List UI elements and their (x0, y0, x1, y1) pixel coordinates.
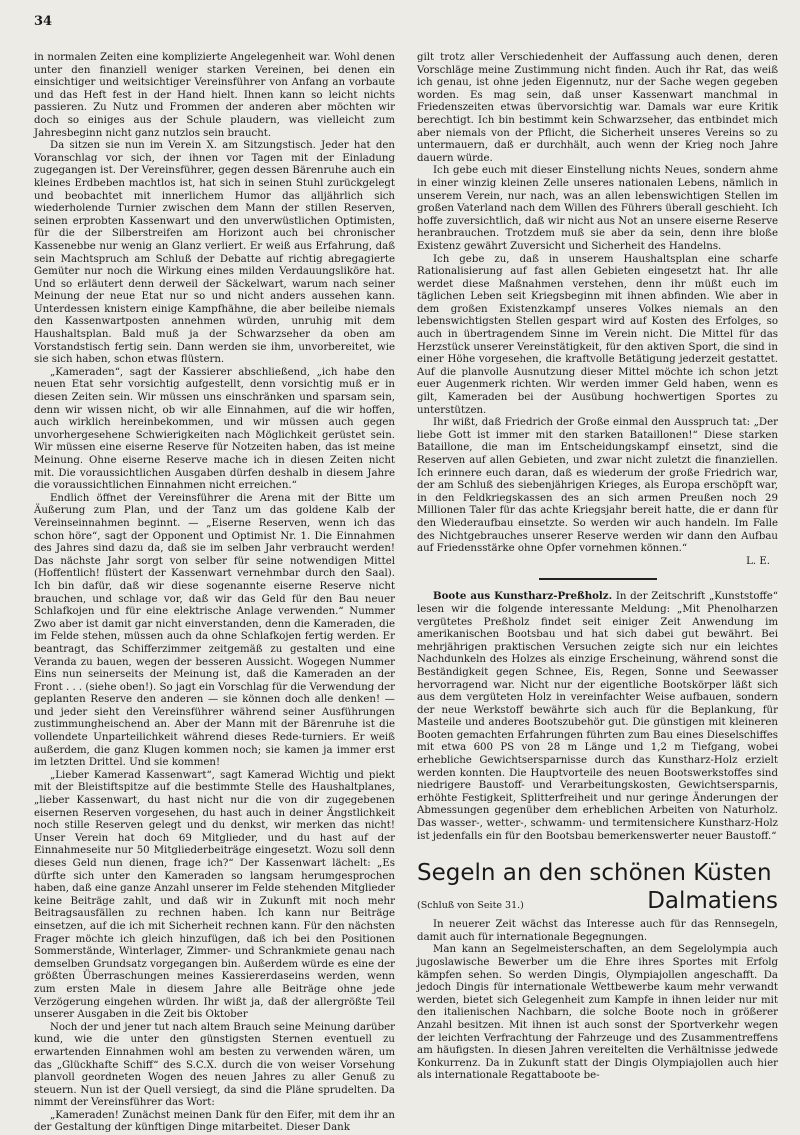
paragraph: In neuerer Zeit wächst das Interesse auch für das Rennsegeln, damit auch für internationale Begegnungen. (417, 919, 778, 943)
article-title-continued: Dalmatiens (647, 888, 778, 915)
two-column-layout (34, 52, 778, 1134)
paragraph: Ich gebe euch mit dieser Einstellung nichts Neues, sondern ahme in einer winzig kleinen Zelle unseres nationalen Lebens, nämlich in unserem Verein, nur nach, was an allen lebenswichtigen Stellen im großen Vaterland nach dem Willen des Führers überall geschieht. Ich hoffe zuversichtlich, daß wir nicht aus Not an unsere eiserne Reserve heranbrauchen. Trotzdem muß sie aber da sein, denn ihre bloße Existenz gewährt Zuversicht und Sicherheit des Handelns. (417, 165, 778, 252)
article-title: Segeln an den schönen Küsten (417, 860, 772, 887)
news-item-text: In der Zeitschrift „Kunststoffe“ lesen wir die folgende interessante Meldung: „Mit Phenolharzen vergütetes Preßholz findet seit einiger Zeit Anwendung im amerikanischen Bootsbau und hat sich dabei gut bewährt. Bei mehrjährigen praktischen Versuchen zeigte sich nur ein leichtes Nachdunkeln des Holzes als einzige Erscheinung, während sonst die Beständigkeit gegen Schnee, Eis, Regen, Sonne und Seewasser hervorragend war. Nicht nur der eigentliche Bootskörper läßt sich aus dem vergüteten Holz in vereinfachter Weise aufbauen, sondern der neue Werkstoff bewährte sich auch für die Beplankung, für Masteile und anderes Bootszubehör gut. Die günstigen mit kleineren Booten gemachten Erfahrungen führten zum Bau eines Dieselschiffes mit etwa 600 PS von 28 m Länge und 1,2 m Tiefgang, wobei erhebliche Gewichtsersparnisse durch das Kunstharz-Holz erzielt werden konnten. Die Hauptvorteile des neuen Bootswerkstoffes sind niedrigere Baustoff- und Verarbeitungskosten, Gewichtsersparnis, erhöhte Festigkeit, Splitterfreiheit und nur geringe Änderungen der Abmessungen gegenüber dem erheblichen Arbeiten von Naturholz. Das wasser-, wetter-, schwamm- und termitensichere Kunstharz-Holz ist jedenfalls ein für den Bootsbau bemerkenswerter neuer Baustoff.“ (417, 591, 778, 842)
right-column (417, 52, 778, 1102)
paragraph: „Lieber Kamerad Kassenwart“, sagt Kamerad Wichtig und piekt mit der Bleistiftspitze auf die bestimmte Stelle des Haushaltplanes, „lieber Kassenwart, du hast nicht nur die von dir zugegebenen eisernen Reserven vorgesehen, du hast auch in deiner Ängstlichkeit noch stille Reserven gelegt und du denkst, wir merken das nicht! Unser Verein hat doch 69 Mitglieder, und du hast auf der Einnahmeseite nur 50 Mitgliederbeiträge eingesetzt. Wozu soll denn dieses Geld nun dienen, frage ich?“ Der Kassenwart lächelt: „Es dürfte sich unter den Kameraden so langsam herumgesprochen haben, daß eine ganze Anzahl unserer im Felde stehenden Mitglieder keine Beiträge zahlt, und daß wir in Zukunft mit noch mehr Beitragsausfällen zu rechnen haben. Ich kann nur Beiträge einsetzen, auf die ich mit Sicherheit rechnen kann. Für den nächsten Frager möchte ich gleich hinzufügen, daß ich bei den Positionen Sommerstände, Winterlager, Zimmer- und Schrankmiete genau nach demselben Grundsatz vorgegangen bin. Außerdem würde es eine der größten Überraschungen meines Kassiererdaseins werden, wenn zum ersten Male in diesem Jahre alle Beiträge ohne jede Verzögerung eingehen würden. Ihr wißt ja, daß der allergrößte Teil unserer Ausgaben in die Zeit bis Oktober (34, 769, 395, 1021)
paragraph: „Kameraden“, sagt der Kassierer abschließend, „ich habe den neuen Etat sehr vorsichtig aufgestellt, denn vorsichtig muß er in diesen Zeiten sein. Wir müssen uns einschränken und sparsam sein, denn wir wissen nicht, ob wir alle Einnahmen, auf die wir hoffen, auch wirklich hereinbekommen, und wir müssen auch gegen unvorhergesehene Schwierigkeiten nach Möglichkeit gerüstet sein. Wir müssen eine eiserne Reserve für Notzeiten haben, das ist meine Meinung. Ohne eiserne Reserve mache ich in diesen Zeiten nicht mit. Die voraussichtlichen Ausgaben dürfen deshalb in diesem Jahre die voraussichtlichen Einnahmen nicht erreichen.“ (34, 366, 395, 492)
continuation-note: (Schluß von Seite 31.) (417, 900, 524, 912)
paragraph: in normalen Zeiten eine komplizierte Angelegenheit war. Wohl denen unter den finanziell weniger starken Vereinen, bei denen ein einsichtiger und weitsichtiger Vereinsführer von Anfang an vorbaute und das Heft fest in der Hand hielt. Ihnen kann so leicht nichts passieren. Zu Nutz und Frommen der anderen aber möchten wir doch so einiges aus der Schule plaudern, was vielleicht zum Jahresbeginn nicht ganz nutzlos sein braucht. (34, 52, 395, 139)
paragraph: Ich gebe zu, daß in unserem Haushaltsplan eine scharfe Rationalisierung auf fast allen Gebieten eingesetzt hat. Ihr alle werdet diese Maßnahmen verstehen, denn ihr müßt euch im täglichen Leben seit Kriegsbeginn mit ihnen abfinden. Wie aber in dem großen Existenzkampf unseres Volkes niemals an den lebenswichtigsten Stellen gespart wird auf Kosten des Erfolges, so auch in übertragendem Sinne im Verein nicht. Die Mittel für das Herzstück unserer Vereinstätigkeit, für den aktiven Sport, die sind in einer Höhe vorgesehen, die kraftvolle Betätigung jederzeit gestattet. Auf die planvolle Ausnutzung dieser Mittel möchte ich schon jetzt euer Augenmerk richten. Wir werden immer Geld haben, wenn es gilt, Kameraden bei der Ausübung hochwertigen Sportes zu unterstützen. (417, 253, 778, 416)
news-item-title: Boote aus Kunstharz-Preßholz. (433, 590, 613, 603)
paragraph: Da sitzen sie nun im Verein X. am Sitzungstisch. Jeder hat den Voranschlag vor sich, der ihnen vor Tagen mit der Einladung zugegangen ist. Der Vereinsführer, gegen dessen Bärenruhe auch ein kleines Erdbeben machtlos ist, hat sich in seinen Stuhl zurückgelegt und beobachtet mit innerlichem Humor das alljährlich sich wiederholende Turnier zwischen dem Mann der stillen Reserven, seinen erprobten Kassenwart und den unverwüstlichen Optimisten, für die der Silberstreifen am Horizont auch bei chronischer Kassenebbe nur wenig an Glanz verliert. Er weiß aus Erfahrung, daß sein Machtspruch am Schluß der Debatte auf richtig abregagierte Gemüter nur noch die Wirkung eines milden Verdauungsliköre hat. Und so erläutert denn derweil der Säckelwart, warum nach seiner Meinung der neue Etat nur so und nicht anders aussehen kann. Unterdessen knistern einige Kampfhähne, die aber beileibe niemals den Kassenwartposten annehmen würden, unruhig mit dem Haushaltsplan. Bald muß ja der Schwarzseher da oben am Vorstandstisch fertig sein. Dann werden sie ihm, unvorbereitet, wie sie sich haben, schon etwas flüstern. (34, 140, 395, 366)
article-title-row (417, 887, 778, 915)
paragraph: gilt trotz aller Verschiedenheit der Auffassung auch denen, deren Vorschläge meine Zustimmung nicht finden. Auch ihr Rat, das weiß ich genau, ist ohne jeden Eigennutz, nur der Sache wegen gegeben worden. Es mag sein, daß unser Kassenwart manchmal in Friedenszeiten etwas übervorsichtig war. Damals war eure Kritik berechtigt. Ich bin bestimmt kein Schwarzseher, das entbindet mich aber niemals von der Pflicht, die Sicherheit unseres Vereins so zu untermauern, daß er durchhält, auch wenn der Krieg noch Jahre dauern würde. (417, 52, 778, 164)
paragraph: „Kameraden! Zunächst meinen Dank für den Eifer, mit dem ihr an der Gestaltung der künftigen Dinge mitarbeitet. Dieser Dank (34, 1109, 395, 1134)
paragraph: Noch der und jener tut nach altem Brauch seine Meinung darüber kund, wie die unter den günstigsten Sternen eventuell zu erwartenden Einnahmen wohl am besten zu verwenden wären, um das „Glückhafte Schiff“ des S.C.X. durch die von weiser Vorsehung planvoll geordneten Wogen des neuen Jahres zu aller Genuß zu steuern. Nun ist der Quell versiegt, da sind die Pläne sprudelten. Da nimmt der Vereinsführer das Wort: (34, 1021, 395, 1109)
left-column (34, 52, 395, 1134)
page-number: 34 (34, 14, 53, 29)
paragraph: Endlich öffnet der Vereinsführer die Arena mit der Bitte um Äußerung zum Plan, und der Tanz um das goldene Kalb der Vereinseinnahmen beginnt. — „Eiserne Reserven, wenn ich das schon höre“, sagt der Opponent und Optimist Nr. 1. Die Einnahmen des Jahres sind dazu da, daß sie im selben Jahr verbraucht werden! Das nächste Jahr sorgt von selber für seine notwendigen Mittel (Hoffentlich! flüstert der Kassenwart vernehmbar durch den Saal). Ich bin dafür, daß wir diese sogenannte eiserne Reserve nicht brauchen, und schlage vor, daß wir das Geld für den Bau neuer Schlafkojen und für eine elektrische Anlage verwenden.“ Nummer Zwo aber ist damit gar nicht einverstanden, denn die Kameraden, die im Felde stehen, müssen auch da ohne Schlafkojen fertig werden. Er beantragt, das Schifferzimmer zeitgemäß zu gestalten und eine Veranda zu bauen, wegen der besseren Aussicht. Wogegen Nummer Eins nun seinerseits der Meinung ist, daß die Kameraden an der Front . . . (siehe oben!). So jagt ein Vorschlag für die Verwendung der geplanten Reserve den anderen — sie können doch alle denken! — und jeder sieht den Vereinsführer während seiner Ausführungen zustimmungheischend an. Aber der Mann mit der Bärenruhe ist die vollendete Unparteilichkeit während dieses Rede-turniers. Er weiß außerdem, die ganz Klugen kommen noch; sie kamen ja immer erst im letzten Drittel. Und sie kommen! (34, 492, 395, 769)
paragraph: Man kann an Segelmeisterschaften, an dem Segelolympia auch jugoslawische Bewerber um die Ehre ihres Sportes mit Erfolg kämpfen sehen. So werden Dingis, Olympiajollen angeschafft. Da jedoch Dingis für internationale Wettbewerbe kaum mehr verwandt werden, bietet sich Gelegenheit zum Kampfe in ihnen leider nur mit den italienischen Nachbarn, die solche Boote noch in größerer Anzahl besitzen. Mit ihnen ist auch sonst der Sportverkehr wegen der leichten Verfrachtung der Fahrzeuge und des Zusammentreffens am häufigsten. In diesen Jahren vereitelten die Verhältnisse jedwede Konkurrenz. Da in Zukunft statt der Dingis Olympiajollen auch hier als internationale Regattaboote be- (417, 944, 778, 1082)
paragraph: Ihr wißt, daß Friedrich der Große einmal den Ausspruch tat: „Der liebe Gott ist immer mit den starken Bataillonen!“ Diese starken Bataillone, die man im Entscheidungskampf einsetzt, sind die Reserven auf allen Gebieten, und zwar nicht zuletzt die finanziellen. Ich erinnere euch daran, daß es wiederum der große Friedrich war, der am Schluß des siebenjährigen Krieges, als Europa erschöpft war, in den Feldkriegskassen des an sich armen Preußen noch 29 Millionen Taler für das achte Kriegsjahr bereit hatte, die er dann für den Wiederaufbau einsetzte. So werden wir auch handeln. Im Falle des Nichtgebrauches unserer Reserve werden wir dann den Aufbau auf Friedensstärke ohne Opfer vornehmen können.“ (417, 417, 778, 555)
news-item (417, 590, 778, 843)
section-divider (539, 578, 657, 580)
author-signature: L. E. (746, 555, 770, 567)
